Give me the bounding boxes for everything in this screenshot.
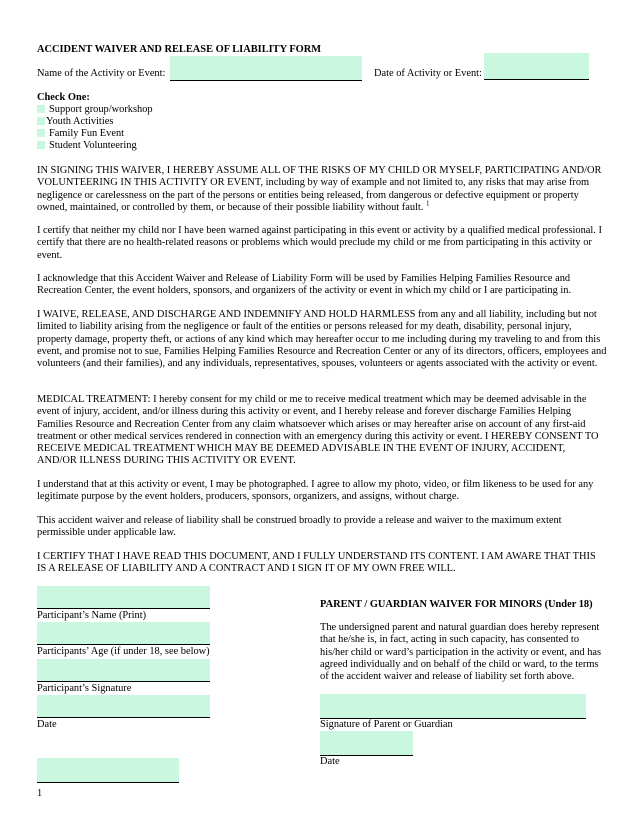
participant-age-field[interactable] bbox=[37, 622, 210, 645]
participant-signature-field[interactable] bbox=[37, 659, 210, 682]
guardian-date-label: Date bbox=[320, 756, 340, 767]
waiver-release-paragraph: I WAIVE, RELEASE, AND DISCHARGE AND INDEMNIFY AND HOLD HARMLESS from any and all liability, including but not limited to liability arising from the negligence or fault of the entities or persons released for my death, disability, personal injury, property damage, property theft, or actions of any kind which may hereafter occur to me including during my traveling to and from this event, and promise not to sue, Families Helping Families Resource and Recreation Center or any of its directors, officers, employees and volunteers (and their families), and any individuals, representatives, spouses, volunteers or agents associated with the activity or event. bbox=[37, 309, 607, 370]
medical-certification-paragraph: I certify that neither my child nor I have been warned against participating in this event or activity by a qualified medical professional. I certify that there are no health-related reasons or problems which would preclude my child or me from participating in this activity or event. bbox=[37, 225, 602, 261]
extra-blank-field[interactable] bbox=[37, 758, 179, 783]
certification-paragraph: I CERTIFY THAT I HAVE READ THIS DOCUMENT, AND I FULLY UNDERSTAND ITS CONTENT. I AM AWARE THAT THIS IS A RELEASE OF LIABILITY AND A CONTRACT AND I SIGN IT OF MY OWN FREE WILL. bbox=[37, 551, 596, 575]
acknowledgement-paragraph: I acknowledge that this Accident Waiver and Release of Liability Form will be used by Families Helping Families Resource and Recreation Center, the event holders, sponsors, and organizers of the activity or event in which my child or I are participating in. bbox=[37, 273, 572, 297]
participant-name-field[interactable] bbox=[37, 586, 210, 609]
participant-age-label: Participants’ Age (if under 18, see below) bbox=[37, 646, 210, 657]
option-youth-activities[interactable]: Youth Activities bbox=[37, 116, 113, 128]
participant-name-label: Participant’s Name (Print) bbox=[37, 610, 147, 621]
activity-name-label: Name of the Activity or Event: bbox=[37, 68, 166, 79]
checkbox[interactable] bbox=[37, 141, 45, 149]
activity-name-field[interactable] bbox=[170, 56, 362, 81]
event-date-field[interactable] bbox=[484, 53, 589, 80]
guardian-signature-label: Signature of Parent or Guardian bbox=[320, 719, 453, 730]
photo-release-paragraph: I understand that at this activity or event, I may be photographed. I agree to allow my photo, video, or film likeness to be used for any legitimate purpose by the event holders, producers, sponsors, organizers, and assigns, without charge. bbox=[37, 479, 594, 503]
participant-date-label: Date bbox=[37, 719, 57, 730]
option-student-volunteering[interactable]: Student Volunteering bbox=[37, 140, 137, 152]
guardian-signature-field[interactable] bbox=[320, 694, 586, 719]
medical-treatment-paragraph: MEDICAL TREATMENT: I hereby consent for my child or me to receive medical treatment which may be deemed advisable in the event of injury, accident, and/or illness during this activity or event, and I hereby release and forever discharge Families Helping Families Resource and Recreation Center from any claim whatsoever which arises or may hereafter arise on account of any first-aid treatment or other medical services rendered in connection with an emergency during this activity or event. I HEREBY CONSENT TO RECEIVE MEDICAL TREATMENT WHICH MAY BE DEEMED ADVISABLE IN THE EVENT OF INJURY, ACCIDENT, AND/OR ILLNESS DURING THIS ACTIVITY OR EVENT. bbox=[37, 394, 599, 467]
guardian-statement: The undersigned parent and natural guardian does hereby represent that he/she is, in fact, acting in such capacity, has consented to his/her child or ward’s participation in the activity or event, and has agreed individually and on behalf of the child or ward, to the terms of the accident waiver and release of liability set forth above. bbox=[320, 622, 602, 683]
checkbox[interactable] bbox=[37, 117, 45, 125]
form-title: ACCIDENT WAIVER AND RELEASE OF LIABILITY FORM bbox=[37, 44, 322, 55]
participant-date-field[interactable] bbox=[37, 695, 210, 718]
guardian-date-field[interactable] bbox=[320, 731, 413, 756]
option-family-fun-event[interactable]: Family Fun Event bbox=[37, 128, 124, 140]
footnote-ref: 1 bbox=[426, 199, 430, 208]
construction-paragraph: This accident waiver and release of liability shall be construed broadly to provide a release and waiver to the maximum extent permissible under applicable law. bbox=[37, 515, 562, 539]
option-support-group[interactable]: Support group/workshop bbox=[37, 104, 153, 116]
page-number: 1 bbox=[37, 788, 43, 799]
event-date-label: Date of Activity or Event: bbox=[374, 68, 482, 79]
guardian-heading: PARENT / GUARDIAN WAIVER FOR MINORS (Under 18) bbox=[320, 599, 593, 610]
assumption-of-risk-paragraph: IN SIGNING THIS WAIVER, I HEREBY ASSUME ALL OF THE RISKS OF MY CHILD OR MYSELF, PARTICIPATING AND/OR VOLUNTEERING IN THIS ACTIVITY OR EVENT, including by way of example and not limited to, any risks that may arise from negligence or carelessness on the part of the persons or entities being released, from dangerous or defective equipment or property owned, maintained, or controlled by them, or because of their possible liability without fault. $^1$ bbox=[37, 165, 602, 213]
checkbox[interactable] bbox=[37, 105, 45, 113]
checkbox[interactable] bbox=[37, 129, 45, 137]
check-one-heading: Check One: bbox=[37, 92, 90, 103]
participant-signature-label: Participant’s Signature bbox=[37, 683, 132, 694]
